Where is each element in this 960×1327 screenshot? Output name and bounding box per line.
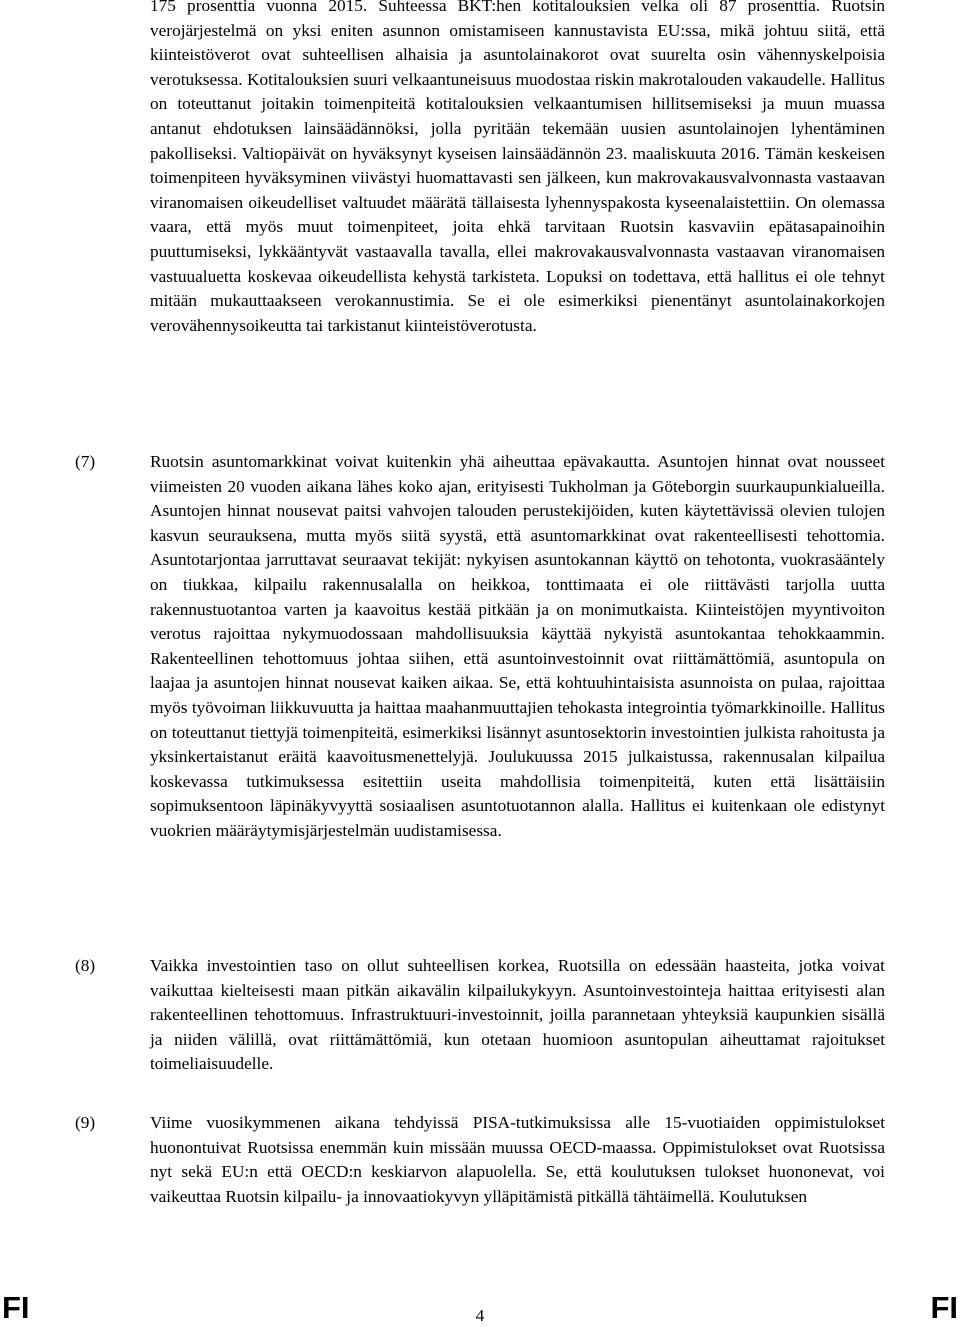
paragraph-number: (9)	[75, 1113, 96, 1132]
paragraph-text: Vaikka investointien taso on ollut suhteellisen korkea, Ruotsilla on edessään haasteita, jotka voivat vaikuttaa kielteisesti maan pitkän aikavälin kilpailukykyyn. Asuntoinvestointeja haittaa erityisesti alan rakenteellinen tehottomuus. Infrastruktuuri-investoinnit, joilla parannetaan yhteyksiä kaupunkien sisällä ja niiden välillä, ovat riittämättömiä, kun otetaan huomioon asuntopulan aiheuttamat rajoitukset toimeliaisuudelle.	[150, 956, 885, 1074]
page-number: 4	[475, 1306, 485, 1325]
paragraph-text: Viime vuosikymmenen aikana tehdyissä PISA-tutkimuksissa alle 15-vuotiaiden oppimistulokset huonontuivat Ruotsissa enemmän kuin missään muussa OECD-maassa. Oppimistulokset ovat Ruotsissa nyt sekä EU:n että OECD:n keskiarvon alapuolella. Se, että koulutuksen tulokset huononevat, voi vaikeuttaa Ruotsin kilpailu- ja innovaatiokyvyn ylläpitämistä pitkällä tähtäimellä. Koulutuksen	[150, 1113, 885, 1206]
paragraph-number: (7)	[75, 452, 96, 471]
paragraph-number: (8)	[75, 956, 96, 975]
paragraph-text: Ruotsin asuntomarkkinat voivat kuitenkin yhä aiheuttaa epävakautta. Asuntojen hinnat ovat nousseet viimeisten 20 vuoden aikana lähes koko ajan, erityisesti Tukholman ja Göteborgin suurkaupunkialueilla. Asuntojen hinnat nousevat paitsi vahvojen talouden perustekijöiden, kuten käytettävissä olevien tulojen kasvun seurauksena, mutta myös siitä syystä, että asuntomarkkinat ovat rakenteellisesti tehottomia. Asuntotarjontaa jarruttavat seuraavat tekijät: nykyisen asuntokannan käyttö on tehotonta, vuokrasääntely on tiukkaa, kilpailu rakennusalalla on heikkoa, tonttimaata ei ole riittävästi tarjolla uutta rakennustuotantoa varten ja kaavoitus kestää pitkään ja on monimutkaista. Kiinteistöjen myyntivoiton verotus rajoittaa nykymuodossaan mahdollisuuksia käyttää nykyistä asuntokantaa tehokkaammin. Rakenteellinen tehottomuus johtaa siihen, että asuntoinvestoinnit ovat riittämättömiä, asuntopula on laajaa ja asuntojen hinnat nousevat kaiken aikaa. Se, että kohtuuhintaisista asunnoista on pulaa, rajoittaa myös työvoiman liikkuvuutta ja haittaa maahanmuuttajien tehokasta integrointia työmarkkinoille. Hallitus on toteuttanut tiettyjä toimenpiteitä, esimerkiksi lisännyt asuntosektorin investointien julkista rahoitusta ja yksinkertaistanut eräitä kaavoitusmenettelyjä. Joulukuussa 2015 julkaistussa, rakennusalan kilpailua koskevassa tutkimuksessa esitettiin useita mahdollisia toimenpiteitä, kuten että lisättäisiin sopimuksentoon läpinäkyvyyttä sosiaalisen asuntotuotannon alalla. Hallitus ei kuitenkaan ole edistynyt vuokrien määräytymisjärjestelmän uudistamisessa.	[150, 452, 885, 840]
continuation-paragraph: 175 prosenttia vuonna 2015. Suhteessa BKT:hen kotitalouksien velka oli 87 prosenttia. Ruotsin verojärjestelmä on yksi eniten asunnon omistamiseen kannustavista EU:ssa, mikä johtuu siitä, että kiinteistöverot ovat suhteellisen alhaisia ja asuntolainakorot ovat suurelta osin vähennyskelpoisia verotuksessa. Kotitalouksien suuri velkaantuneisuus muodostaa riskin makrotalouden vakaudelle. Hallitus on toteuttanut joitakin toimenpiteitä kotitalouksien velkaantumisen hillitsemiseksi ja muun muassa antanut ehdotuksen lainsäädännöksi, jolla pyritään tekemään uusien asuntolainojen lyhentäminen pakolliseksi. Valtiopäivät on hyväksynyt kyseisen lainsäädännön 23. maaliskuuta 2016. Tämän keskeisen toimenpiteen hyväksyminen viivästyi huomattavasti sen jälkeen, kun makrovakausvalvonnasta vastaavan viranomaisen oikeudelliset valtuudet määrätä tällaisesta lyhennyspakosta kyseenalaistettiin. On olemassa vaara, että myös muut toimenpiteet, joita ehkä tarvitaan Ruotsin kasvaviin epätasapainoihin puuttumiseksi, lykkääntyvät vastaavalla tavalla, ellei makrovakausvalvonnasta vastaavan viranomaisen vastuualuetta koskevaa oikeudellista kehystä tarkisteta. Lopuksi on todettava, että hallitus ei ole tehnyt mitään mukauttaakseen verokannustimia. Se ei ole esimerkiksi pienentänyt asuntolainakorkojen verovähennysoikeutta tai tarkistanut kiinteistöverotusta.	[150, 0, 885, 335]
footer-language-code-right: FI	[930, 1290, 958, 1325]
footer-language-code-left: FI	[2, 1290, 30, 1325]
